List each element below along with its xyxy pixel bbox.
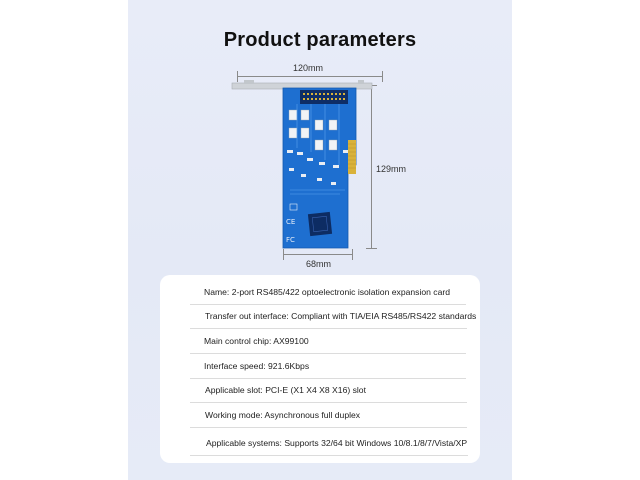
svg-text:FC: FC [286,236,295,244]
bottom-dimension-label: 68mm [306,259,332,269]
width-dimension-label: 120mm [293,63,324,73]
spec-row-name: Name: 2-port RS485/422 optoelectronic isolation expansion card [190,280,466,305]
spec-row-systems: Applicable systems: Supports 32/64 bit Windows 10/8.1/8/7/Vista/XP [190,431,468,456]
spec-list [160,275,480,463]
spec-row-interface: Transfer out interface: Compliant with TIA/EIA RS485/RS422 standards [190,304,467,329]
svg-text:CE: CE [286,218,296,226]
spec-row-mode: Working mode: Asynchronous full duplex [190,403,467,428]
spec-row-slot: Applicable slot: PCI-E (X1 X4 X8 X16) slot [190,378,467,403]
spec-row-speed: Interface speed: 921.6Kbps [190,354,466,379]
spec-row-chip: Main control chip: AX99100 [190,329,466,354]
page-title: Product parameters [223,29,417,51]
height-dimension-label: 129mm [376,164,407,174]
